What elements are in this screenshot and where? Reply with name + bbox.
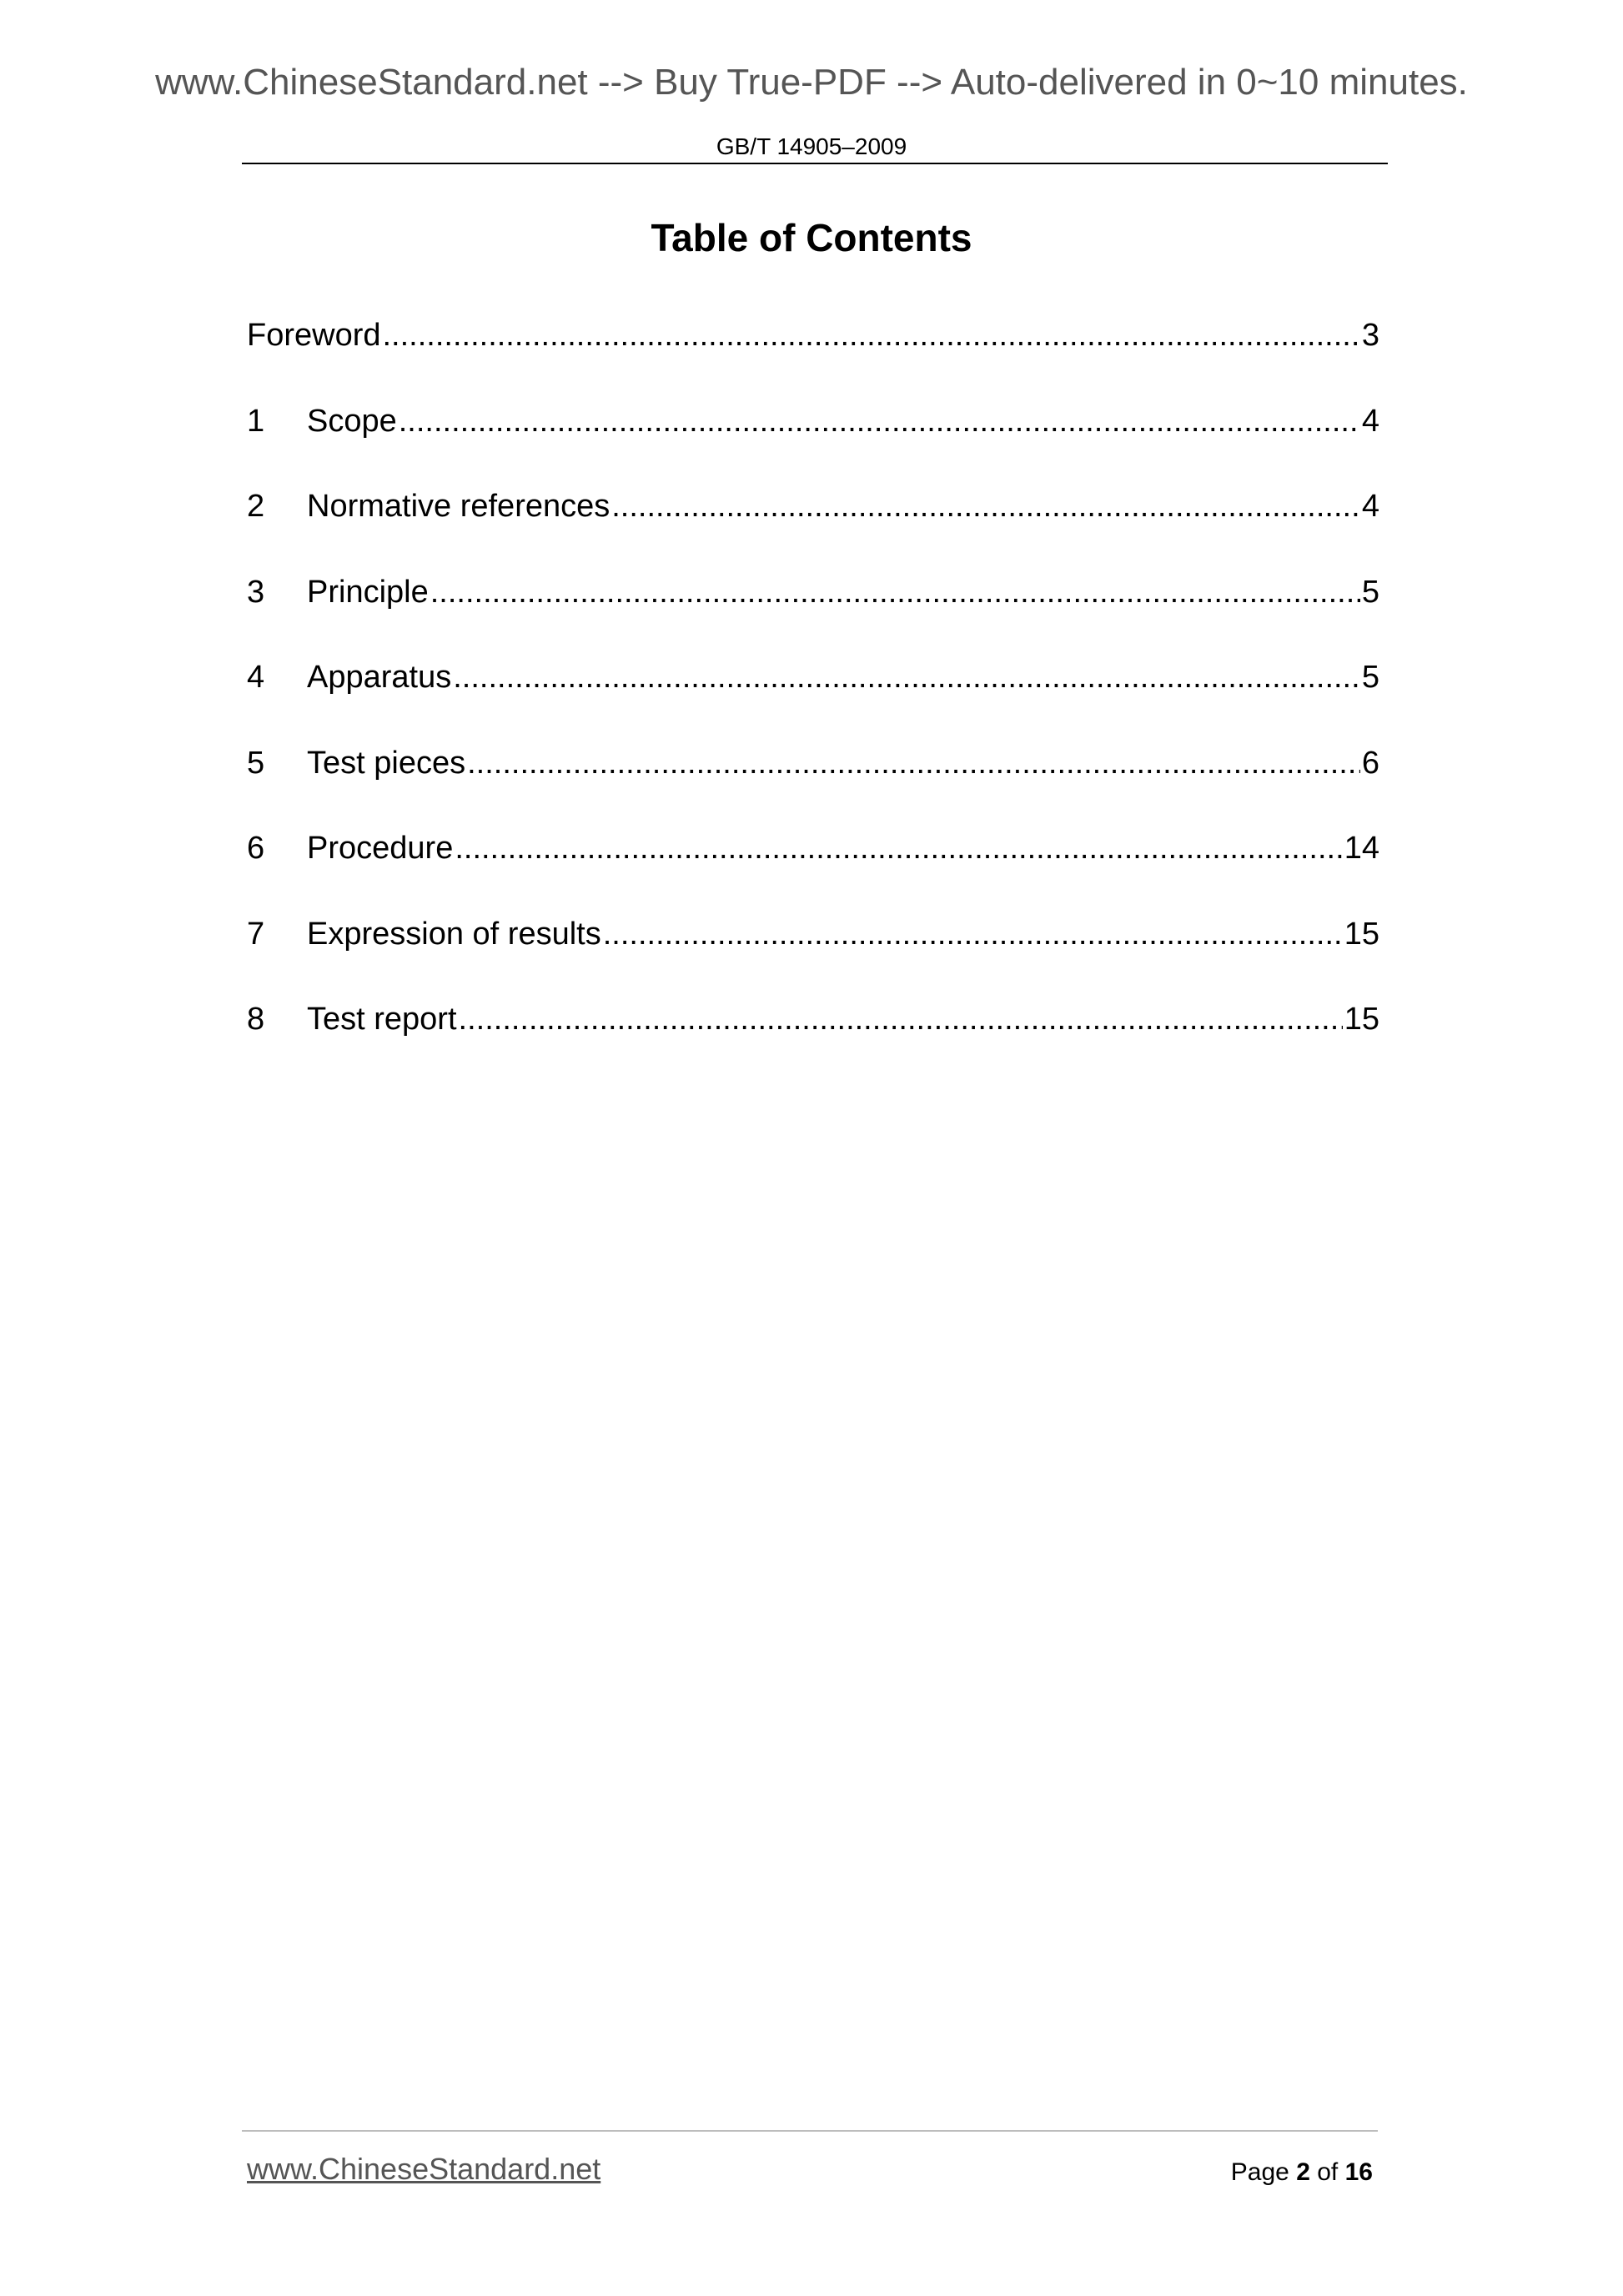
toc-entry-test-report[interactable] xyxy=(247,996,1379,1082)
footer-divider xyxy=(242,2130,1378,2132)
page-of: of xyxy=(1317,2158,1339,2186)
toc-entry-principle[interactable] xyxy=(247,569,1379,655)
toc-dot-leader xyxy=(467,740,1360,786)
toc-entry-foreword[interactable] xyxy=(247,312,1379,398)
toc-dot-leader xyxy=(399,398,1360,445)
toc-entry-scope[interactable] xyxy=(247,398,1379,484)
footer-site-link[interactable]: www.ChineseStandard.net xyxy=(247,2152,601,2186)
toc-dot-leader xyxy=(430,569,1360,615)
toc-entry-label: Expression of results xyxy=(307,916,601,952)
toc-entry-number: 1 xyxy=(247,403,265,439)
toc-entry-normative-references[interactable] xyxy=(247,483,1379,569)
document-code: GB/T 14905–2009 xyxy=(716,133,907,159)
page-prefix: Page xyxy=(1230,2158,1289,2186)
toc-entry-page: 14 xyxy=(1344,831,1379,866)
toc-entry-number: 7 xyxy=(247,916,265,952)
toc-entry-page: 5 xyxy=(1361,574,1379,610)
toc-entry-page: 3 xyxy=(1361,318,1379,353)
toc-entry-number: 4 xyxy=(247,660,265,695)
toc-entry-label: Procedure xyxy=(307,831,454,866)
toc-entry-page: 5 xyxy=(1361,660,1379,695)
page-total: 16 xyxy=(1344,2158,1373,2186)
toc-entry-page: 4 xyxy=(1361,403,1379,439)
toc-entry-page: 15 xyxy=(1344,1002,1379,1037)
toc-entry-label: Scope xyxy=(307,403,397,439)
toc-entry-number: 3 xyxy=(247,574,265,610)
toc-entry-expression-of-results[interactable] xyxy=(247,911,1379,997)
toc-entry-label: Apparatus xyxy=(307,660,452,695)
toc-dot-leader xyxy=(611,483,1360,530)
toc-dot-leader xyxy=(453,654,1360,701)
page-indicator xyxy=(1231,2158,1373,2187)
toc-entry-test-pieces[interactable] xyxy=(247,740,1379,826)
toc-dot-leader xyxy=(383,312,1360,359)
toc-dot-leader xyxy=(459,996,1343,1042)
toc-entry-label: Test pieces xyxy=(307,745,466,781)
toc-entry-number: 8 xyxy=(247,1002,265,1037)
toc-dot-leader xyxy=(603,911,1343,957)
toc-entry-label: Test report xyxy=(307,1002,457,1037)
page-current: 2 xyxy=(1296,2158,1310,2186)
toc-entry-label: Principle xyxy=(307,574,429,610)
toc-title: Table of Contents xyxy=(651,216,972,259)
toc-entry-procedure[interactable] xyxy=(247,825,1379,911)
toc-entry-page: 4 xyxy=(1361,489,1379,524)
toc-dot-leader xyxy=(455,825,1342,872)
toc-entry-number: 5 xyxy=(247,745,265,781)
header-divider xyxy=(242,163,1388,164)
toc-entry-number: 6 xyxy=(247,831,265,866)
table-of-contents xyxy=(247,312,1379,1082)
toc-entry-label: Foreword xyxy=(247,318,381,353)
toc-entry-page: 6 xyxy=(1361,745,1379,781)
toc-entry-label: Normative references xyxy=(307,489,611,524)
toc-entry-page: 15 xyxy=(1344,916,1379,952)
toc-entry-apparatus[interactable] xyxy=(247,654,1379,740)
site-banner[interactable]: www.ChineseStandard.net --> Buy True-PDF --> Auto-delivered in 0~10 minutes. xyxy=(155,62,1468,103)
toc-entry-number: 2 xyxy=(247,489,265,524)
